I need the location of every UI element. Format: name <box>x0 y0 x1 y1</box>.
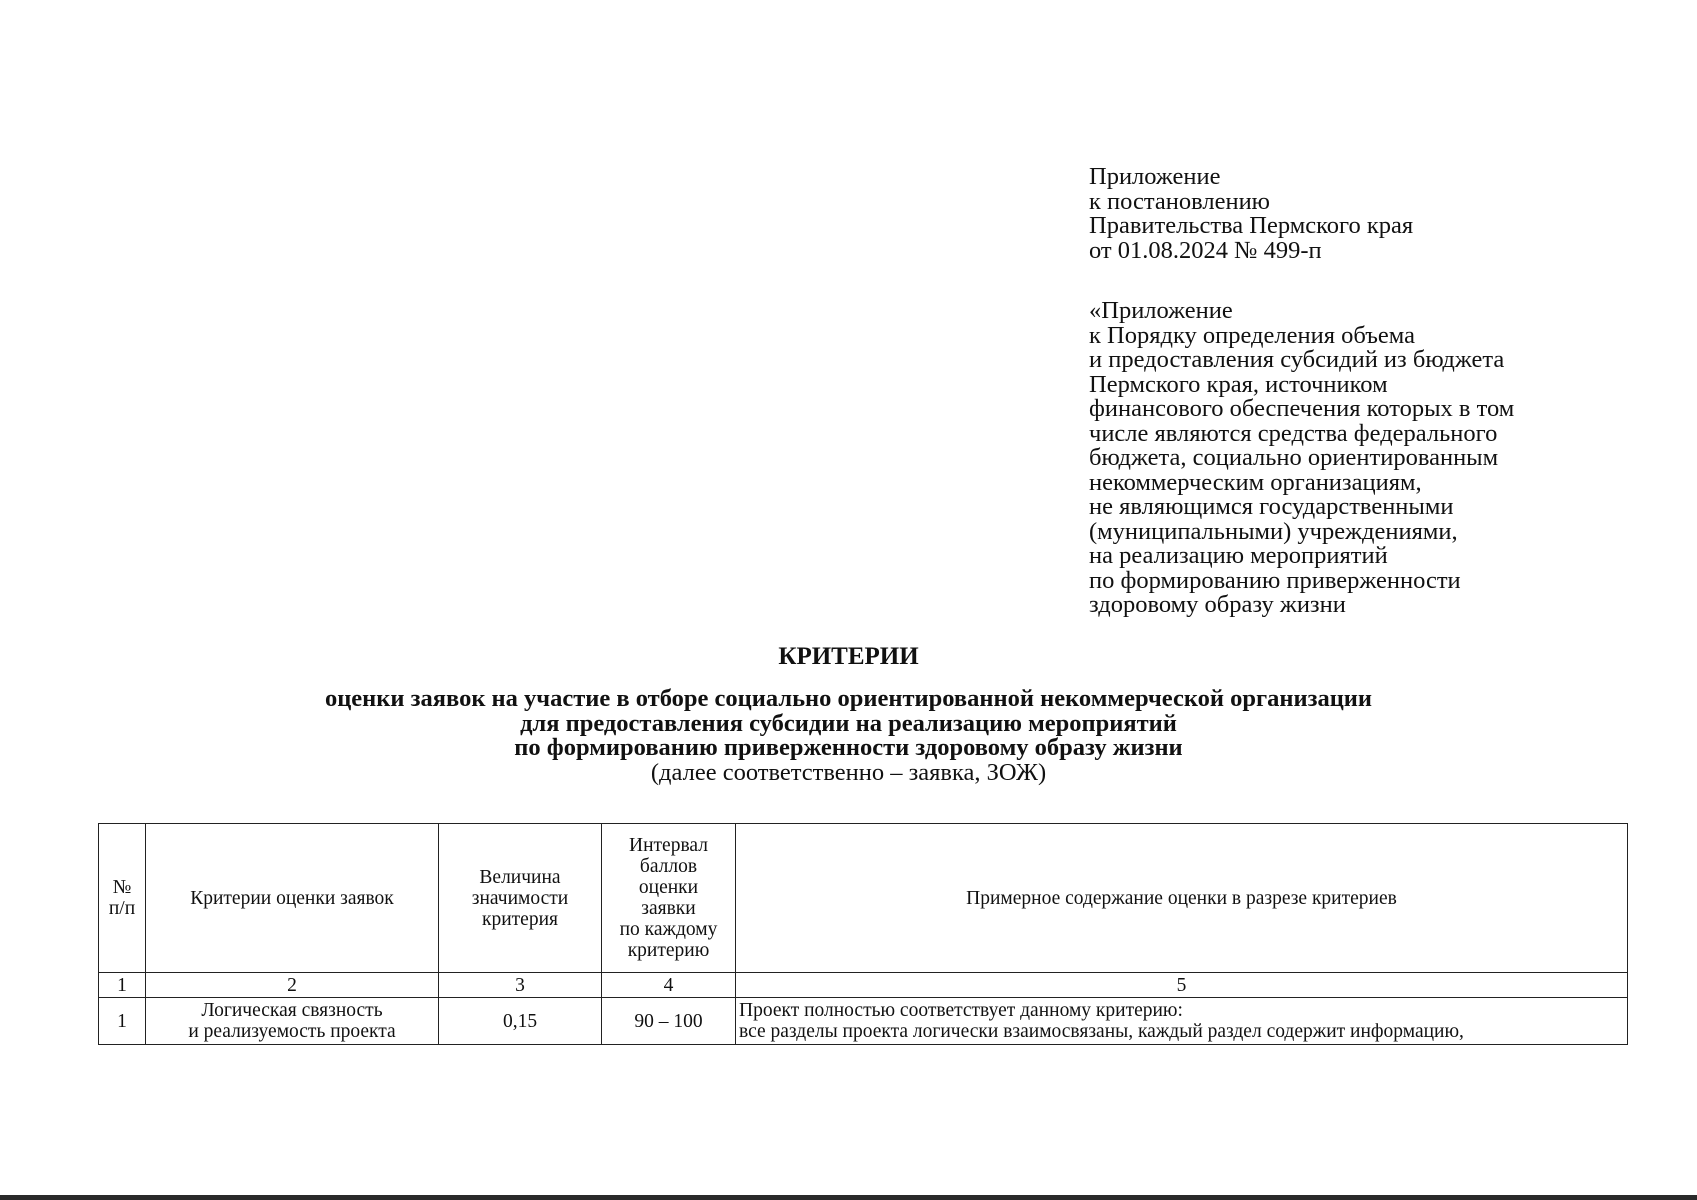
header-content <box>736 824 1628 973</box>
header-num <box>99 824 146 973</box>
subtitle-line: по формированию приверженности здоровому образу жизни <box>514 734 1183 761</box>
header-text: Интервал <box>629 835 708 856</box>
inner-appendix-header <box>1089 299 1689 618</box>
inner-appendix-line: некоммерческим организациям, <box>1089 468 1422 496</box>
header-text: значимости <box>471 887 569 909</box>
row-interval: 90 – 100 <box>602 998 736 1045</box>
appendix-line: Правительства Пермского края <box>1089 212 1414 239</box>
inner-appendix-line: финансового обеспечения которых в том <box>1089 395 1515 422</box>
subtitle-line: для предоставления субсидии на реализацию мероприятий <box>520 709 1177 737</box>
subtitle-note: (далее соответственно – заявка, ЗОЖ) <box>650 758 1047 786</box>
row-num: 1 <box>99 998 146 1045</box>
row-criteria-text: и реализуемость проекта <box>188 1021 396 1042</box>
inner-appendix-line: (муниципальными) учреждениями, <box>1089 517 1458 545</box>
header-text: критерию <box>627 940 710 961</box>
inner-appendix-line: по формированию приверженности <box>1089 566 1461 594</box>
inner-appendix-line: числе являются средства федерального <box>1089 419 1498 447</box>
table-header-row <box>99 824 1628 973</box>
header-text: Критерии оценки заявок <box>190 887 394 909</box>
header-text: критерия <box>482 908 558 930</box>
header-criteria <box>146 824 439 973</box>
appendix-line: к постановлению <box>1089 187 1270 215</box>
row-criteria <box>146 998 439 1045</box>
header-weight <box>439 824 602 973</box>
table-row <box>99 998 1628 1045</box>
inner-appendix-line: на реализацию мероприятий <box>1089 542 1388 569</box>
header-text: Примерное содержание оценки в разрезе критериев <box>966 887 1397 909</box>
column-number: 1 <box>99 973 146 998</box>
row-content <box>736 998 1628 1045</box>
column-number: 3 <box>439 973 602 998</box>
row-criteria-text: Логическая связность <box>201 1000 383 1021</box>
inner-appendix-line: «Приложение <box>1089 297 1233 324</box>
row-content-text: Проект полностью соответствует данному критерию: <box>739 1000 1183 1021</box>
inner-appendix-line: не являющимся государственными <box>1089 493 1454 520</box>
document-subtitle <box>0 687 1697 785</box>
header-text: п/п <box>108 898 136 919</box>
subtitle-line: оценки заявок на участие в отборе социально ориентированной некоммерческой организации <box>324 685 1373 712</box>
appendix-header <box>1089 165 1689 263</box>
header-text: заявки <box>641 898 696 919</box>
row-weight: 0,15 <box>439 998 602 1045</box>
header-text: по каждому <box>619 919 718 940</box>
column-number: 5 <box>736 973 1628 998</box>
column-number: 2 <box>146 973 439 998</box>
header-text: баллов <box>639 856 698 877</box>
appendix-line: от 01.08.2024 № 499-п <box>1089 236 1322 264</box>
header-text: оценки <box>638 877 699 898</box>
header-text: Величина <box>479 866 561 888</box>
inner-appendix-line: Пермского края, источником <box>1089 370 1388 398</box>
header-interval <box>602 824 736 973</box>
page-bottom-edge <box>0 1195 1697 1200</box>
criteria-table <box>98 823 1628 1045</box>
inner-appendix-line: бюджета, социально ориентированным <box>1089 444 1499 471</box>
document-title: КРИТЕРИИ <box>778 643 919 670</box>
inner-appendix-line: к Порядку определения объема <box>1089 321 1415 349</box>
header-text: № <box>112 877 132 898</box>
inner-appendix-line: и предоставления субсидий из бюджета <box>1089 346 1505 373</box>
row-content-text: все разделы проекта логически взаимосвязаны, каждый раздел содержит информацию, <box>739 1021 1464 1042</box>
column-number: 4 <box>602 973 736 998</box>
column-number-row <box>99 973 1628 998</box>
inner-appendix-line: здоровому образу жизни <box>1089 591 1346 618</box>
appendix-line: Приложение <box>1089 163 1221 190</box>
